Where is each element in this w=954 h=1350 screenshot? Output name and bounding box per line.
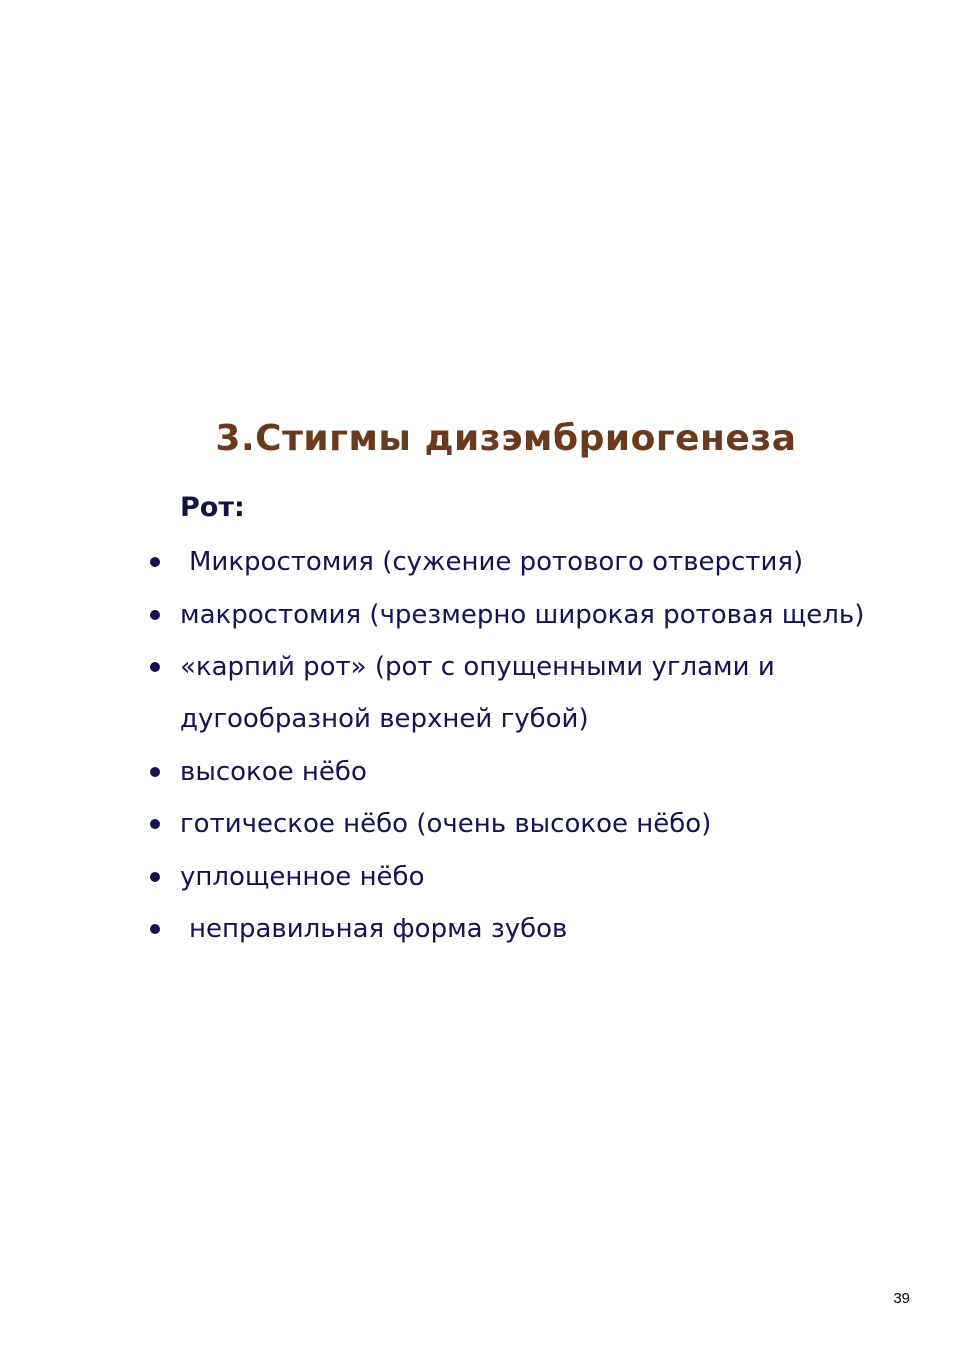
list-item-text: высокое нёбо: [180, 757, 367, 787]
list-item-continuation: дугообразной верхней губой): [180, 704, 589, 734]
bullet-icon: [150, 924, 160, 934]
bullet-icon: [150, 610, 160, 620]
bullet-icon: [150, 662, 160, 672]
section-heading: Рот:: [180, 492, 245, 523]
bullet-icon: [150, 557, 160, 567]
list-item-text: макростомия (чрезмерно широкая ротовая щель): [180, 600, 865, 630]
list-item-text: Микростомия (сужение ротового отверстия): [189, 547, 804, 577]
bullet-icon: [150, 872, 160, 882]
bullet-icon: [150, 819, 160, 829]
slide-title: 3.Стигмы дизэмбриогенеза: [215, 418, 797, 459]
list-item-text: неправильная форма зубов: [189, 914, 568, 944]
list-item-text: уплощенное нёбо: [180, 862, 425, 892]
list-item-text: готическое нёбо (очень высокое нёбо): [180, 809, 712, 839]
page-number: 39: [893, 1290, 910, 1307]
list-item-text: «карпий рот» (рот с опущенными углами и: [180, 652, 775, 682]
bullet-icon: [150, 767, 160, 777]
